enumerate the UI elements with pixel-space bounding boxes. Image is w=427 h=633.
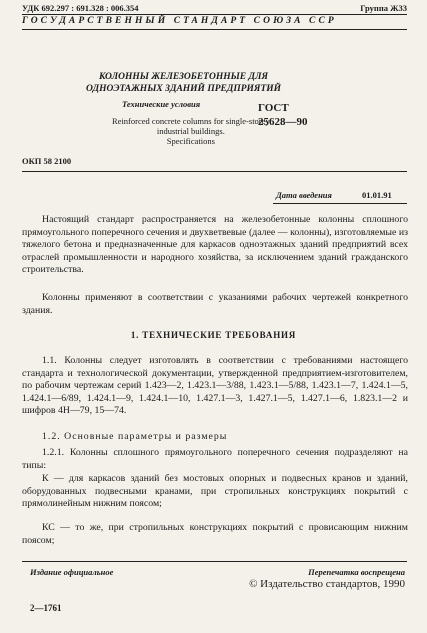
page-code: 2—1761 (30, 603, 62, 613)
paragraph-application: Колонны применяют в соответствии с указаниями рабочих чертежей конкретного здания. (22, 292, 408, 316)
section-heading: 1. ТЕХНИЧЕСКИЕ ТРЕБОВАНИЯ (130, 330, 297, 340)
paragraph-type-k: К — для каркасов зданий без мостовых опорных и подвесных кранов и зданий, оборудованных подвесными кранами, при стропильных конструкциях покрытий с прямолинейным нижним поясом; (22, 473, 408, 509)
paragraph-type-ks: КС — то же, при стропильных конструкциях покрытий с провисающим нижним поясом; (22, 522, 408, 546)
gost-label: ГОСТ (258, 102, 289, 114)
paragraph-1-1: 1.1. Колонны следует изготовлять в соответствии с требованиями настоящего стандарта и технологической документации, утвержденной предприятием-изготовителем, по рабочим чертежам серий 1.423—2, 1.423.1—3/88, 1.423.1—5/88, 1.423.1—7, 1.424.1—5, 1.424.1—6/89, 1.424.1—9, 1.424.1—10, 1.427.1—3, 1.427.1—5, 1.427.1—6, 1.823.1—2 и шифров 4Н—79, 15—74. (22, 355, 408, 416)
document-subtitle: Технические условия (122, 99, 201, 109)
udk-code: УДК 692.297 : 691.328 : 006.354 (22, 3, 139, 13)
okp-code: ОКП 58 2100 (22, 156, 72, 166)
gost-block (258, 101, 308, 129)
intro-date-label: Дата введения (276, 190, 332, 200)
intro-date-value: 01.01.91 (362, 190, 392, 200)
gost-number: 25628—90 (258, 116, 308, 128)
title-line-1: КОЛОННЫ ЖЕЛЕЗОБЕТОННЫЕ ДЛЯ (98, 72, 269, 82)
reprint-notice: Перепечатка воспрещена (308, 567, 405, 577)
english-title (112, 116, 270, 146)
paragraph-scope: Настоящий стандарт распространяется на железобетонные колонны сплошного прямоугольного поперечного сечения и двухветвевые (далее — колонны), изготовляемые из тяжелого бетона и предназначенные для каркасов одноэтажных зданий предприятий всех отраслей промышленности и народного хозяйства, за исключением зданий гражданского строительства. (22, 214, 408, 275)
state-standard-heading: ГОСУДАРСТВЕННЫЙ СТАНДАРТ СОЮЗА ССР (22, 16, 337, 26)
english-title-line-3: Specifications (166, 136, 215, 146)
official-edition: Издание официальное (30, 567, 114, 577)
header-bottom-rule (22, 29, 407, 30)
footer-rule (22, 561, 407, 562)
paragraph-1-2-1: 1.2.1. Колонны сплошного прямоугольного поперечного сечения подразделяют на типы: (22, 447, 408, 471)
group-code: Группа Ж33 (360, 3, 407, 13)
document-title (86, 71, 281, 95)
header-top-rule (22, 14, 407, 15)
okp-rule (22, 171, 407, 172)
title-line-2: ОДНОЭТАЖНЫХ ЗДАНИЙ ПРЕДПРИЯТИЙ (86, 84, 282, 94)
copyright: © Издательство стандартов, 1990 (249, 578, 405, 590)
english-title-line-2: industrial buildings. (156, 126, 225, 136)
english-title-line-1: Reinforced concrete columns for single-storey (112, 116, 270, 126)
intro-date-rule (273, 203, 407, 204)
paragraph-1-2: 1.2. Основные параметры и размеры (42, 431, 228, 442)
